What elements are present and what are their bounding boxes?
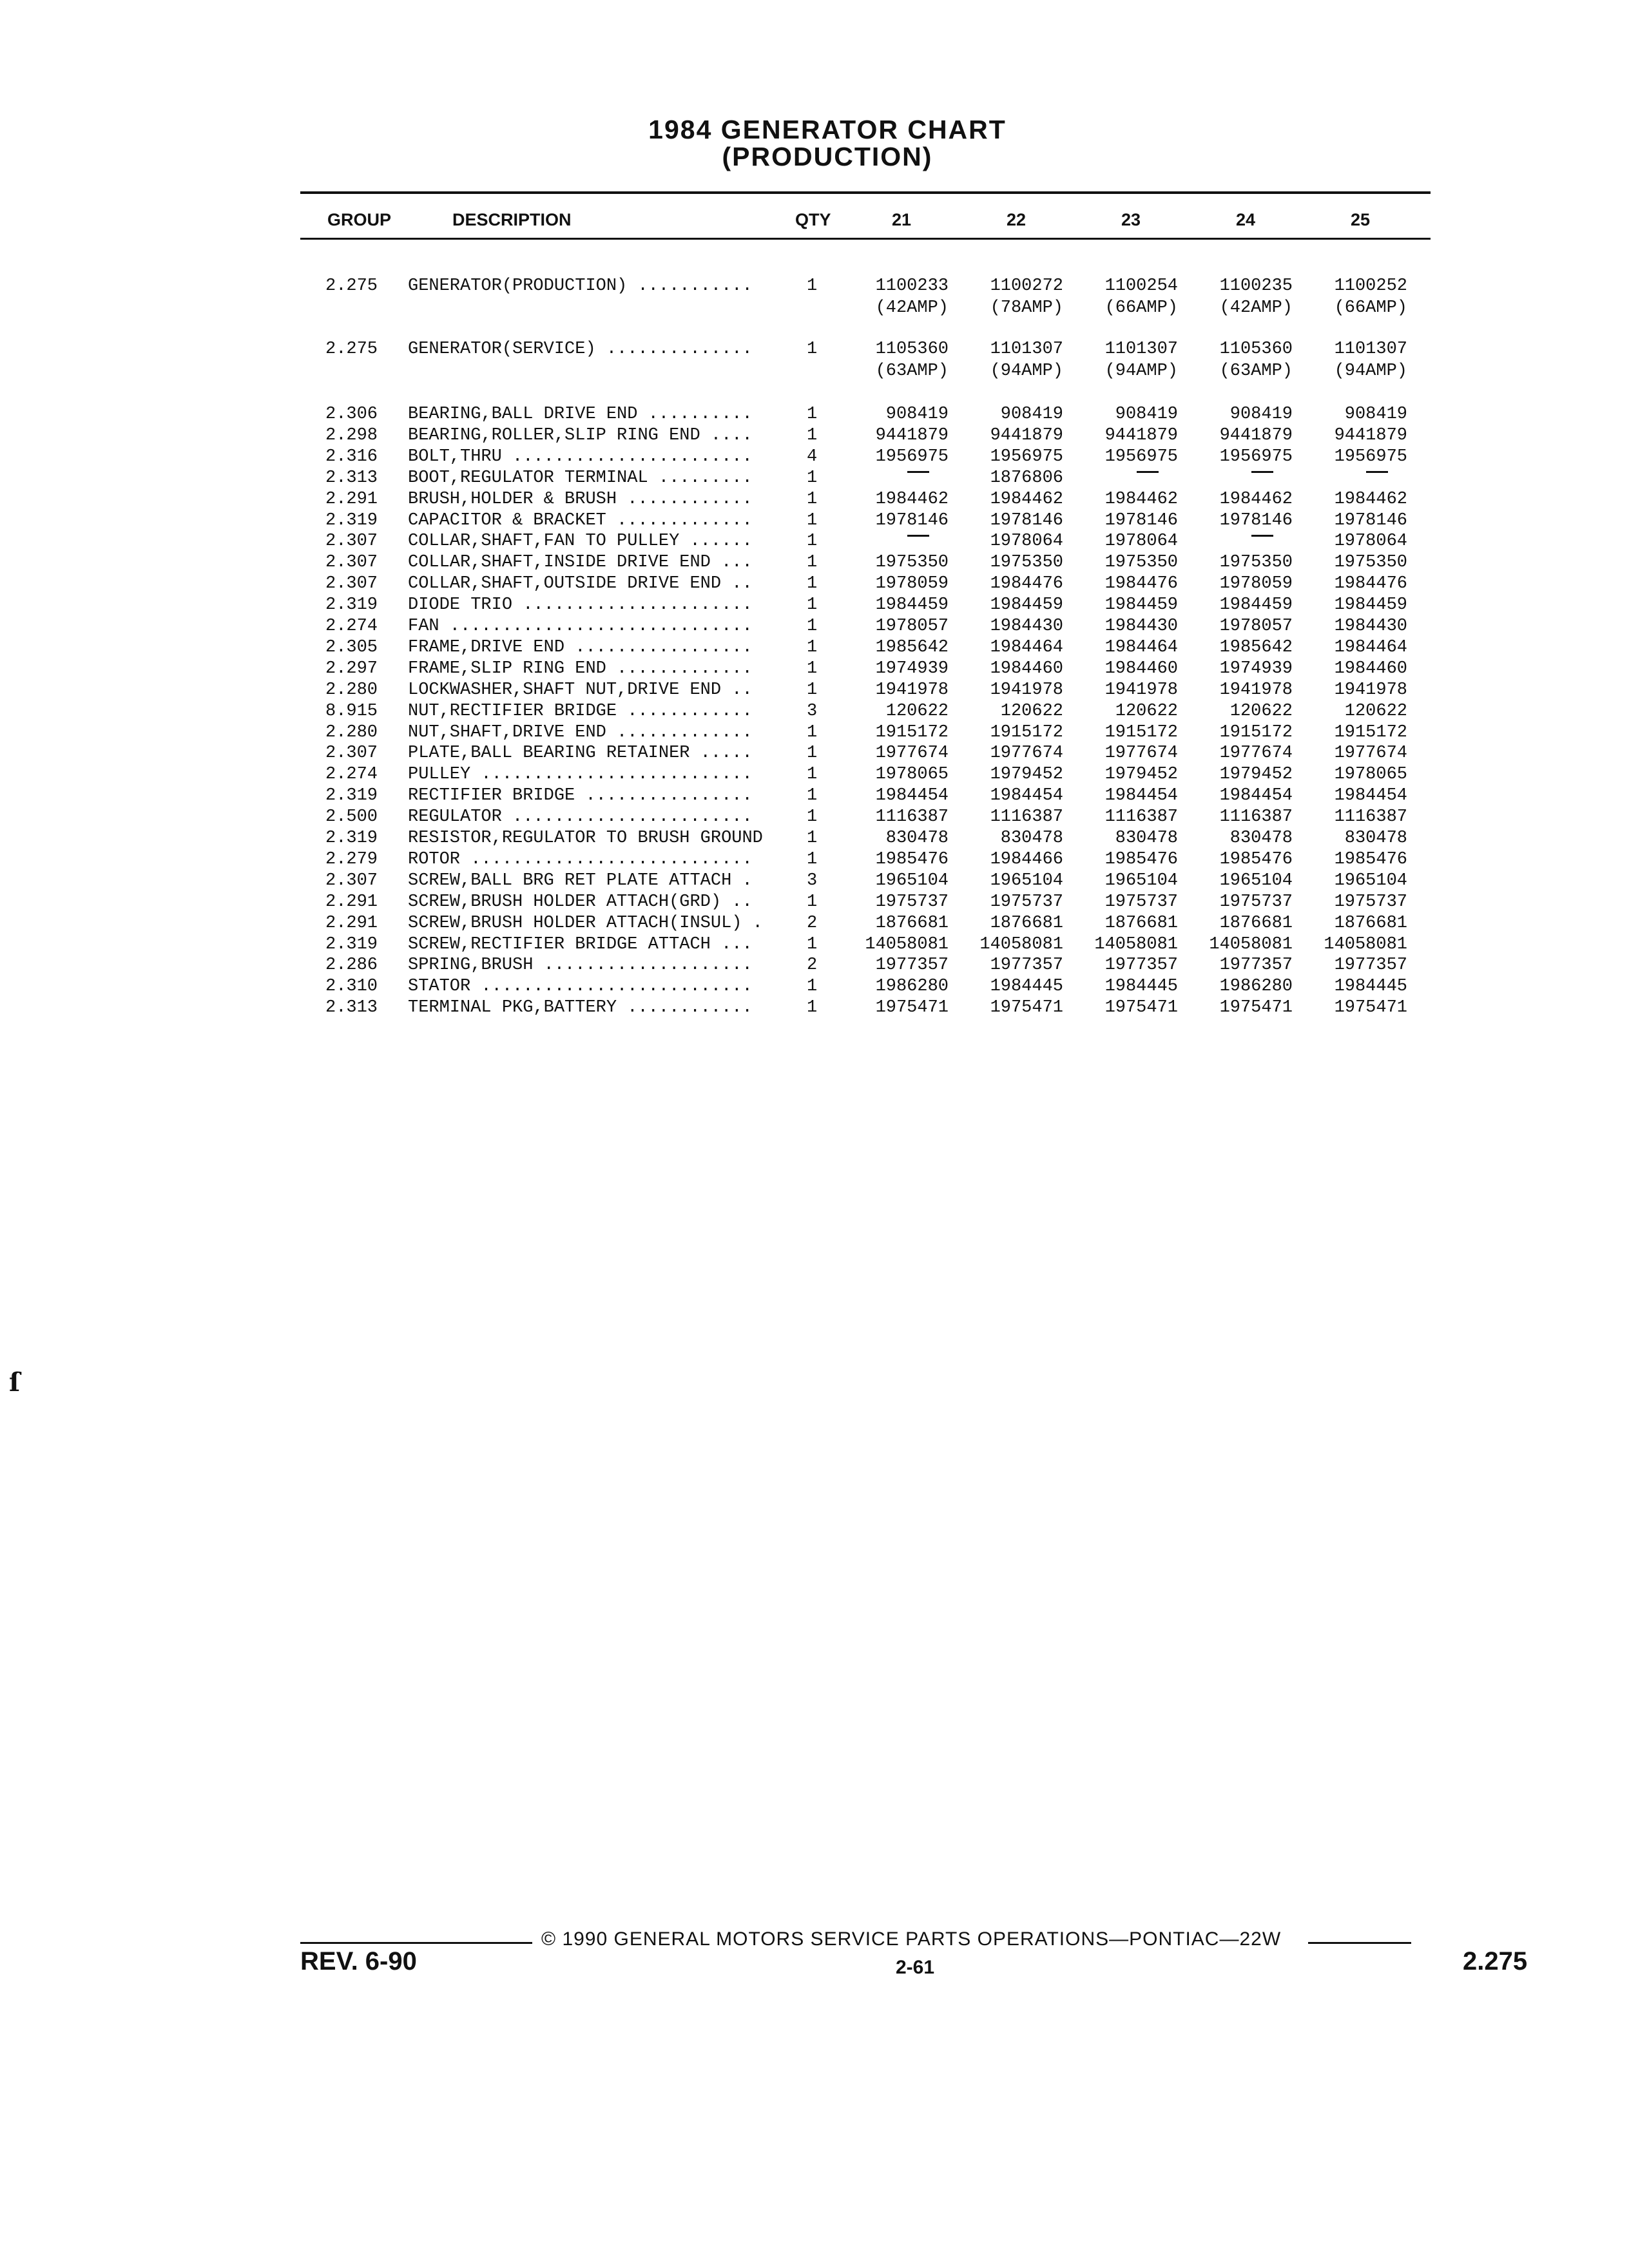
part-number: 1977357 — [1219, 956, 1293, 975]
part-description: SPRING,BRUSH .................... — [408, 956, 753, 975]
group-code: 2.274 — [325, 765, 378, 785]
part-number: 1941978 — [1219, 680, 1293, 700]
part-qty: 1 — [807, 977, 818, 997]
part-number: 14058081 — [865, 934, 949, 954]
part-description: SCREW,BRUSH HOLDER ATTACH(INSUL) . — [408, 913, 763, 933]
part-description: ROTOR ........................... — [408, 849, 753, 869]
group-code: 2.313 — [325, 998, 378, 1018]
part-number: 1977357 — [1334, 956, 1407, 975]
part-number: 1941978 — [875, 680, 949, 700]
part-number: 908419 — [1344, 405, 1407, 424]
part-number: 1978057 — [1219, 617, 1293, 636]
part-number: 1984476 — [1104, 574, 1178, 594]
part-number: 830478 — [885, 829, 949, 848]
part-number: 1876681 — [875, 913, 949, 933]
group-code: 2.280 — [325, 722, 378, 742]
part-number: 1975350 — [990, 553, 1063, 573]
part-description: BEARING,ROLLER,SLIP RING END .... — [408, 425, 753, 445]
part-number: 908419 — [1115, 405, 1178, 424]
part-description: FRAME,DRIVE END ................. — [408, 637, 753, 657]
part-number: 1101307 — [1104, 340, 1178, 359]
dash-mark — [1366, 471, 1388, 473]
part-qty: 1 — [807, 998, 818, 1018]
part-number: 908419 — [1229, 405, 1293, 424]
part-qty: 1 — [807, 680, 818, 700]
part-number: 908419 — [885, 405, 949, 424]
part-number: 1984462 — [1104, 489, 1178, 509]
part-number: 1975350 — [1219, 553, 1293, 573]
part-number: 1876681 — [1104, 913, 1178, 933]
part-number: 1984454 — [1104, 786, 1178, 806]
not-applicable-dash — [845, 531, 949, 552]
part-description: GENERATOR(PRODUCTION) ........... — [408, 276, 753, 296]
group-code: 2.291 — [325, 892, 378, 912]
group-code: 2.307 — [325, 744, 378, 764]
part-description: FRAME,SLIP RING END ............. — [408, 658, 753, 678]
part-number: 1941978 — [1334, 680, 1407, 700]
part-number: 9441879 — [875, 425, 949, 445]
part-number: 1984462 — [990, 489, 1063, 509]
part-number: 1101307 — [990, 340, 1063, 359]
part-number: 1100233 — [875, 276, 949, 296]
part-number: 1977357 — [875, 956, 949, 975]
part-qty: 1 — [807, 425, 818, 445]
part-qty: 1 — [807, 276, 818, 296]
part-number: 1975737 — [1334, 892, 1407, 912]
part-number: 1116387 — [1219, 807, 1293, 827]
part-description: FAN ............................. — [408, 617, 753, 636]
part-qty: 1 — [807, 553, 818, 573]
part-qty: 1 — [807, 617, 818, 636]
part-description: BEARING,BALL DRIVE END .......... — [408, 405, 753, 424]
part-number: 1984454 — [1334, 786, 1407, 806]
not-applicable-dash — [1190, 531, 1293, 552]
dash-mark — [907, 471, 929, 473]
part-qty: 1 — [807, 744, 818, 764]
part-number: 830478 — [1115, 829, 1178, 848]
part-number: 14058081 — [1324, 934, 1407, 954]
amperage-rating: (66AMP) — [1104, 298, 1178, 318]
part-description: NUT,SHAFT,DRIVE END ............. — [408, 722, 753, 742]
part-number: 1977674 — [1219, 744, 1293, 764]
part-number: 1978059 — [1219, 574, 1293, 594]
part-qty: 1 — [807, 658, 818, 678]
part-number: 1984454 — [1219, 786, 1293, 806]
part-number: 1974939 — [1219, 658, 1293, 678]
part-number: 1984430 — [1334, 617, 1407, 636]
part-number: 1974939 — [875, 658, 949, 678]
part-description: PULLEY .......................... — [408, 765, 753, 785]
header-col-22: 22 — [1006, 210, 1027, 229]
part-description: BOLT,THRU ....................... — [408, 447, 753, 466]
part-number: 1984459 — [1334, 595, 1407, 615]
part-number: 1979452 — [1104, 765, 1178, 785]
part-description: PLATE,BALL BEARING RETAINER ..... — [408, 744, 753, 764]
part-qty: 1 — [807, 595, 818, 615]
part-number: 1984454 — [990, 786, 1063, 806]
part-number: 1956975 — [990, 447, 1063, 466]
part-description: NUT,RECTIFIER BRIDGE ............ — [408, 701, 753, 721]
part-number: 1975737 — [1219, 892, 1293, 912]
group-code: 2.310 — [325, 977, 378, 997]
part-number: 1100235 — [1219, 276, 1293, 296]
part-qty: 1 — [807, 340, 818, 359]
group-code: 2.307 — [325, 532, 378, 552]
part-number: 1984460 — [990, 658, 1063, 678]
amperage-rating: (78AMP) — [990, 298, 1063, 318]
top-rule — [300, 191, 1431, 194]
footer-copyright: © 1990 GENERAL MOTORS SERVICE PARTS OPERATIONS—PONTIAC—22W — [541, 1928, 1282, 1950]
part-qty: 1 — [807, 468, 818, 488]
part-number: 1978146 — [875, 510, 949, 530]
part-number: 1984460 — [1104, 658, 1178, 678]
amperage-rating: (94AMP) — [1104, 361, 1178, 381]
group-code: 2.275 — [325, 276, 378, 296]
part-number: 1965104 — [1104, 870, 1178, 890]
part-number: 1984464 — [990, 637, 1063, 657]
part-number: 1984462 — [1334, 489, 1407, 509]
part-number: 1985476 — [1219, 849, 1293, 869]
group-code: 2.298 — [325, 425, 378, 445]
part-description: SCREW,BALL BRG RET PLATE ATTACH . — [408, 870, 753, 890]
not-applicable-dash — [1190, 468, 1293, 489]
group-code: 2.319 — [325, 934, 378, 954]
part-number: 1975471 — [1219, 998, 1293, 1018]
part-number: 9441879 — [1104, 425, 1178, 445]
part-number: 1978064 — [990, 532, 1063, 552]
part-number: 1915172 — [875, 722, 949, 742]
group-code: 2.313 — [325, 468, 378, 488]
part-number: 1984476 — [990, 574, 1063, 594]
part-qty: 1 — [807, 637, 818, 657]
part-number: 1956975 — [1334, 447, 1407, 466]
part-number: 1979452 — [990, 765, 1063, 785]
group-code: 2.291 — [325, 489, 378, 509]
part-description: SCREW,BRUSH HOLDER ATTACH(GRD) .. — [408, 892, 753, 912]
part-number: 1978146 — [1104, 510, 1178, 530]
part-number: 1978059 — [875, 574, 949, 594]
part-number: 908419 — [1000, 405, 1063, 424]
part-number: 1985476 — [1334, 849, 1407, 869]
part-number: 1984459 — [990, 595, 1063, 615]
part-number: 1985642 — [875, 637, 949, 657]
part-number: 1984445 — [1334, 977, 1407, 997]
part-number: 1975737 — [1104, 892, 1178, 912]
part-qty: 2 — [807, 956, 818, 975]
part-number: 120622 — [1115, 701, 1178, 721]
part-number: 1977357 — [990, 956, 1063, 975]
group-code: 2.279 — [325, 849, 378, 869]
part-number: 830478 — [1229, 829, 1293, 848]
part-description: RECTIFIER BRIDGE ................ — [408, 786, 753, 806]
group-code: 2.319 — [325, 829, 378, 848]
part-number: 14058081 — [1209, 934, 1293, 954]
part-qty: 1 — [807, 786, 818, 806]
amperage-rating: (63AMP) — [875, 361, 949, 381]
part-number: 1984464 — [1104, 637, 1178, 657]
part-number: 1876806 — [990, 468, 1063, 488]
part-number: 1984445 — [1104, 977, 1178, 997]
part-number: 14058081 — [1094, 934, 1178, 954]
part-qty: 1 — [807, 892, 818, 912]
amperage-rating: (66AMP) — [1334, 298, 1407, 318]
part-number: 1975350 — [875, 553, 949, 573]
dash-mark — [1251, 535, 1273, 537]
part-number: 1978057 — [875, 617, 949, 636]
part-number: 830478 — [1344, 829, 1407, 848]
footer-rule-left — [300, 1942, 532, 1944]
part-number: 1977674 — [1104, 744, 1178, 764]
part-number: 1985476 — [1104, 849, 1178, 869]
part-number: 1956975 — [1219, 447, 1293, 466]
part-number: 1116387 — [875, 807, 949, 827]
part-description: GENERATOR(SERVICE) .............. — [408, 340, 753, 359]
amperage-rating: (94AMP) — [1334, 361, 1407, 381]
part-number: 1985642 — [1219, 637, 1293, 657]
part-description: COLLAR,SHAFT,FAN TO PULLEY ...... — [408, 532, 753, 552]
part-number: 1984462 — [875, 489, 949, 509]
page-number: 2-61 — [896, 1957, 935, 1978]
part-description: LOCKWASHER,SHAFT NUT,DRIVE END .. — [408, 680, 753, 700]
part-number: 1984460 — [1334, 658, 1407, 678]
part-number: 1915172 — [1334, 722, 1407, 742]
dash-mark — [907, 535, 929, 537]
part-number: 9441879 — [1334, 425, 1407, 445]
part-qty: 1 — [807, 829, 818, 848]
section-number: 2.275 — [1463, 1947, 1528, 1975]
part-description: REGULATOR ....................... — [408, 807, 753, 827]
part-description: COLLAR,SHAFT,INSIDE DRIVE END ... — [408, 553, 753, 573]
part-number: 1984430 — [990, 617, 1063, 636]
part-qty: 1 — [807, 849, 818, 869]
margin-mark: ſ — [9, 1367, 21, 1398]
part-number: 1984459 — [875, 595, 949, 615]
group-code: 2.305 — [325, 637, 378, 657]
part-description: RESISTOR,REGULATOR TO BRUSH GROUND — [408, 829, 763, 848]
part-number: 120622 — [1229, 701, 1293, 721]
group-code: 2.291 — [325, 913, 378, 933]
part-number: 1915172 — [990, 722, 1063, 742]
part-number: 1984459 — [1219, 595, 1293, 615]
part-number: 1105360 — [875, 340, 949, 359]
part-number: 1978064 — [1104, 532, 1178, 552]
part-number: 1978064 — [1334, 532, 1407, 552]
dash-mark — [1137, 471, 1159, 473]
part-number: 1977674 — [1334, 744, 1407, 764]
header-col-24: 24 — [1235, 210, 1256, 229]
part-number: 1986280 — [875, 977, 949, 997]
part-number: 1977674 — [990, 744, 1063, 764]
part-qty: 1 — [807, 405, 818, 424]
part-number: 1975350 — [1334, 553, 1407, 573]
part-number: 1876681 — [1219, 913, 1293, 933]
part-number: 1984464 — [1334, 637, 1407, 657]
group-code: 2.274 — [325, 617, 378, 636]
part-number: 1105360 — [1219, 340, 1293, 359]
part-number: 1915172 — [1104, 722, 1178, 742]
amperage-rating: (42AMP) — [1219, 298, 1293, 318]
part-qty: 3 — [807, 701, 818, 721]
not-applicable-dash — [1075, 468, 1178, 489]
part-qty: 3 — [807, 870, 818, 890]
part-number: 1975471 — [990, 998, 1063, 1018]
part-number: 1984454 — [875, 786, 949, 806]
part-number: 1984462 — [1219, 489, 1293, 509]
part-number: 9441879 — [990, 425, 1063, 445]
dash-mark — [1251, 471, 1273, 473]
part-number: 830478 — [1000, 829, 1063, 848]
part-description: STATOR .......................... — [408, 977, 753, 997]
group-code: 2.319 — [325, 510, 378, 530]
part-number: 1876681 — [990, 913, 1063, 933]
chart-title: 1984 GENERATOR CHART — [648, 115, 1007, 144]
part-number: 1978146 — [1219, 510, 1293, 530]
part-description: DIODE TRIO ...................... — [408, 595, 753, 615]
part-description: COLLAR,SHAFT,OUTSIDE DRIVE END .. — [408, 574, 753, 594]
part-number: 1965104 — [1334, 870, 1407, 890]
group-code: 2.500 — [325, 807, 378, 827]
header-qty: QTY — [795, 210, 831, 229]
part-description: BRUSH,HOLDER & BRUSH ............ — [408, 489, 753, 509]
group-code: 2.307 — [325, 553, 378, 573]
part-qty: 4 — [807, 447, 818, 466]
header-description: DESCRIPTION — [452, 210, 572, 229]
header-col-25: 25 — [1350, 210, 1371, 229]
part-number: 1100254 — [1104, 276, 1178, 296]
part-number: 1978146 — [990, 510, 1063, 530]
group-code: 2.319 — [325, 595, 378, 615]
part-number: 1977357 — [1104, 956, 1178, 975]
part-number: 1984430 — [1104, 617, 1178, 636]
part-number: 1965104 — [990, 870, 1063, 890]
part-description: SCREW,RECTIFIER BRIDGE ATTACH ... — [408, 934, 753, 954]
part-qty: 1 — [807, 574, 818, 594]
part-number: 1941978 — [1104, 680, 1178, 700]
header-col-21: 21 — [891, 210, 912, 229]
part-qty: 1 — [807, 934, 818, 954]
part-number: 1984466 — [990, 849, 1063, 869]
part-number: 1915172 — [1219, 722, 1293, 742]
part-number: 1116387 — [1334, 807, 1407, 827]
group-code: 2.319 — [325, 786, 378, 806]
part-number: 1986280 — [1219, 977, 1293, 997]
part-number: 1100252 — [1334, 276, 1407, 296]
part-number: 1978146 — [1334, 510, 1407, 530]
part-number: 1965104 — [1219, 870, 1293, 890]
part-number: 1956975 — [875, 447, 949, 466]
part-number: 1977674 — [875, 744, 949, 764]
part-number: 14058081 — [979, 934, 1063, 954]
part-number: 1975471 — [875, 998, 949, 1018]
part-number: 1965104 — [875, 870, 949, 890]
group-code: 2.297 — [325, 658, 378, 678]
part-number: 9441879 — [1219, 425, 1293, 445]
part-number: 1978065 — [875, 765, 949, 785]
part-number: 1984476 — [1334, 574, 1407, 594]
part-number: 1979452 — [1219, 765, 1293, 785]
part-qty: 1 — [807, 722, 818, 742]
not-applicable-dash — [1304, 468, 1407, 489]
part-number: 1116387 — [1104, 807, 1178, 827]
part-number: 1975471 — [1104, 998, 1178, 1018]
footer-rule-right — [1308, 1942, 1411, 1944]
part-number: 1975737 — [875, 892, 949, 912]
group-code: 2.307 — [325, 870, 378, 890]
part-qty: 1 — [807, 510, 818, 530]
part-description: BOOT,REGULATOR TERMINAL ......... — [408, 468, 753, 488]
part-number: 120622 — [1344, 701, 1407, 721]
part-number: 1975350 — [1104, 553, 1178, 573]
part-number: 1985476 — [875, 849, 949, 869]
header-group: GROUP — [327, 210, 392, 229]
part-number: 1876681 — [1334, 913, 1407, 933]
not-applicable-dash — [845, 468, 949, 489]
amperage-rating: (42AMP) — [875, 298, 949, 318]
header-rule — [300, 238, 1431, 240]
group-code: 2.280 — [325, 680, 378, 700]
revision-label: REV. 6-90 — [300, 1947, 417, 1975]
part-number: 1984459 — [1104, 595, 1178, 615]
part-number: 1116387 — [990, 807, 1063, 827]
group-code: 2.316 — [325, 447, 378, 466]
part-number: 1978065 — [1334, 765, 1407, 785]
group-code: 2.306 — [325, 405, 378, 424]
part-number: 120622 — [885, 701, 949, 721]
part-number: 1101307 — [1334, 340, 1407, 359]
group-code: 2.307 — [325, 574, 378, 594]
part-qty: 1 — [807, 807, 818, 827]
part-description: CAPACITOR & BRACKET ............. — [408, 510, 753, 530]
group-code: 8.915 — [325, 701, 378, 721]
part-number: 1975737 — [990, 892, 1063, 912]
part-qty: 1 — [807, 765, 818, 785]
part-number: 1941978 — [990, 680, 1063, 700]
amperage-rating: (94AMP) — [990, 361, 1063, 381]
header-col-23: 23 — [1121, 210, 1141, 229]
part-qty: 1 — [807, 532, 818, 552]
part-qty: 2 — [807, 913, 818, 933]
part-number: 1975471 — [1334, 998, 1407, 1018]
amperage-rating: (63AMP) — [1219, 361, 1293, 381]
part-number: 1956975 — [1104, 447, 1178, 466]
part-number: 120622 — [1000, 701, 1063, 721]
group-code: 2.275 — [325, 340, 378, 359]
part-description: TERMINAL PKG,BATTERY ............ — [408, 998, 753, 1018]
part-number: 1984445 — [990, 977, 1063, 997]
chart-subtitle: (PRODUCTION) — [722, 142, 933, 171]
part-qty: 1 — [807, 489, 818, 509]
part-number: 1100272 — [990, 276, 1063, 296]
group-code: 2.286 — [325, 956, 378, 975]
